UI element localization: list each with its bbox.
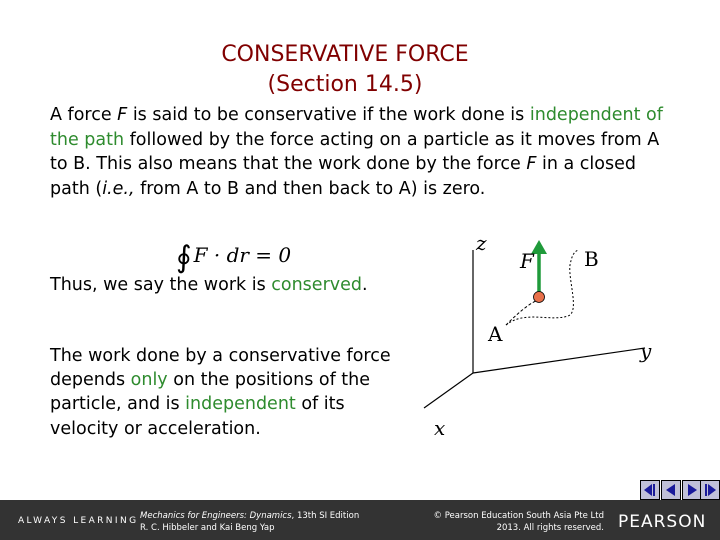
text-run: A force [50,105,118,125]
y-axis [473,348,645,373]
text-run: in a closed path ( [50,154,636,199]
book-citation [140,510,359,534]
book-edition: , 13th SI Edition [291,511,360,521]
x-axis-label: x [434,416,446,440]
last-slide-button[interactable] [700,480,720,500]
highlight-text: conserved [271,275,362,295]
text-run: . [362,275,368,295]
path-diagram [410,230,700,440]
particle-path-solid [506,300,538,325]
point-b-label: B [584,247,599,271]
last-icon [701,481,719,499]
text-run: followed by the force acting on a particle as it moves from A to B. This also means that the work done by the force [50,129,660,174]
closed-path-equation [176,240,291,275]
first-slide-button[interactable] [640,480,660,500]
text-run: from A to B and then back to A) is zero. [134,178,486,199]
particle-path [506,250,578,325]
text-run: The work done by a conservative force depends [50,346,391,391]
first-icon [641,481,659,499]
title-line-1: CONSERVATIVE FORCE [221,42,469,67]
highlight-text: independent [185,394,296,415]
z-axis-label: z [476,231,487,255]
next-slide-button[interactable] [682,480,702,500]
text-run: on the positions of the particle, and is [50,370,371,415]
force-label: F [520,249,534,273]
contour-integral-symbol: ∮ [176,240,192,275]
book-authors: R. C. Hibbeler and Kai Beng Yap [140,523,275,533]
force-symbol: F [526,154,537,174]
equation-body: F · dr = 0 [193,243,292,267]
text-run: Thus, we say the work is [50,275,272,295]
copyright-line-1: © Pearson Education South Asia Pte Ltd [433,511,604,521]
previous-slide-button[interactable] [661,480,681,500]
always-learning-logo: ALWAYS LEARNING [18,516,139,526]
title-line-2: (Section 14.5) [267,72,423,97]
copyright-line-2: 2013. All rights reserved. [496,523,604,533]
slide-title [0,40,690,100]
force-symbol: F [117,105,128,125]
y-axis-label: y [640,339,652,363]
definition-paragraph [50,103,670,201]
next-icon [683,481,701,499]
footer-bar [0,500,720,540]
text-run: of its velocity or acceleration. [50,394,345,439]
book-title: Mechanics for Engineers: Dynamics [140,511,292,521]
particle-marker [534,292,545,303]
x-axis [424,373,473,408]
previous-icon [662,481,680,499]
text-run: i.e., [102,178,135,199]
work-done-paragraph [50,344,410,441]
highlight-text: independent of the path [50,105,663,150]
copyright-notice [400,510,604,534]
point-a-label: A [488,322,503,346]
pearson-logo: PEARSON [618,512,707,532]
text-run: is said to be conservative if the work done is [127,105,530,125]
conserved-statement [50,273,368,297]
highlight-text: only [130,370,168,391]
